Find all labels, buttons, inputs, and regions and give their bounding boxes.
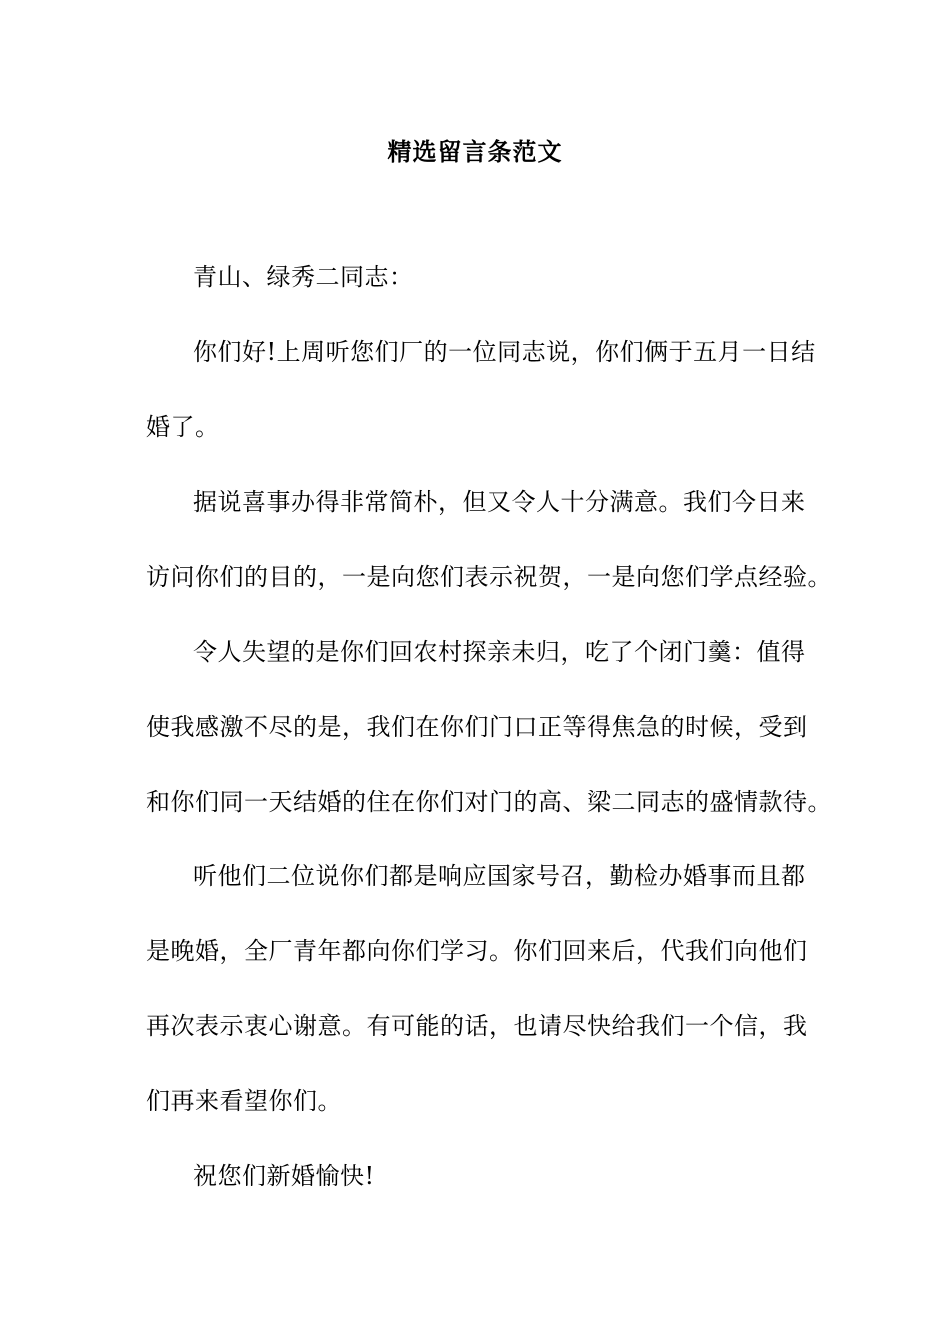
paragraph-line: 和你们同一天结婚的住在你们对门的高、梁二同志的盛情款待。 — [146, 788, 832, 816]
paragraph-line: 是晚婚，全厂青年都向你们学习。你们回来后，代我们向他们 — [146, 937, 808, 965]
paragraph-line: 们再来看望你们。 — [146, 1087, 342, 1115]
paragraph-line: 再次表示衷心谢意。有可能的话，也请尽快给我们一个信，我 — [146, 1012, 808, 1040]
paragraph-line: 令人失望的是你们回农村探亲未归，吃了个闭门羹：值得 — [193, 638, 806, 666]
closing-line: 祝您们新婚愉快! — [193, 1162, 375, 1190]
paragraph-line: 你们好!上周听您们厂的一位同志说，你们俩于五月一日结 — [193, 338, 816, 366]
document-title: 精选留言条范文 — [387, 137, 563, 166]
paragraph-line: 据说喜事办得非常简朴，但又令人十分满意。我们今日来 — [193, 488, 806, 516]
paragraph-line: 访问你们的目的，一是向您们表示祝贺，一是向您们学点经验。 — [146, 563, 832, 591]
paragraph-line: 听他们二位说你们都是响应国家号召，勤检办婚事而且都 — [193, 862, 806, 890]
paragraph-line: 使我感激不尽的是，我们在你们门口正等得焦急的时候，受到 — [146, 713, 808, 741]
salutation-line: 青山、绿秀二同志： — [193, 263, 414, 291]
paragraph-line: 婚了。 — [146, 413, 220, 441]
